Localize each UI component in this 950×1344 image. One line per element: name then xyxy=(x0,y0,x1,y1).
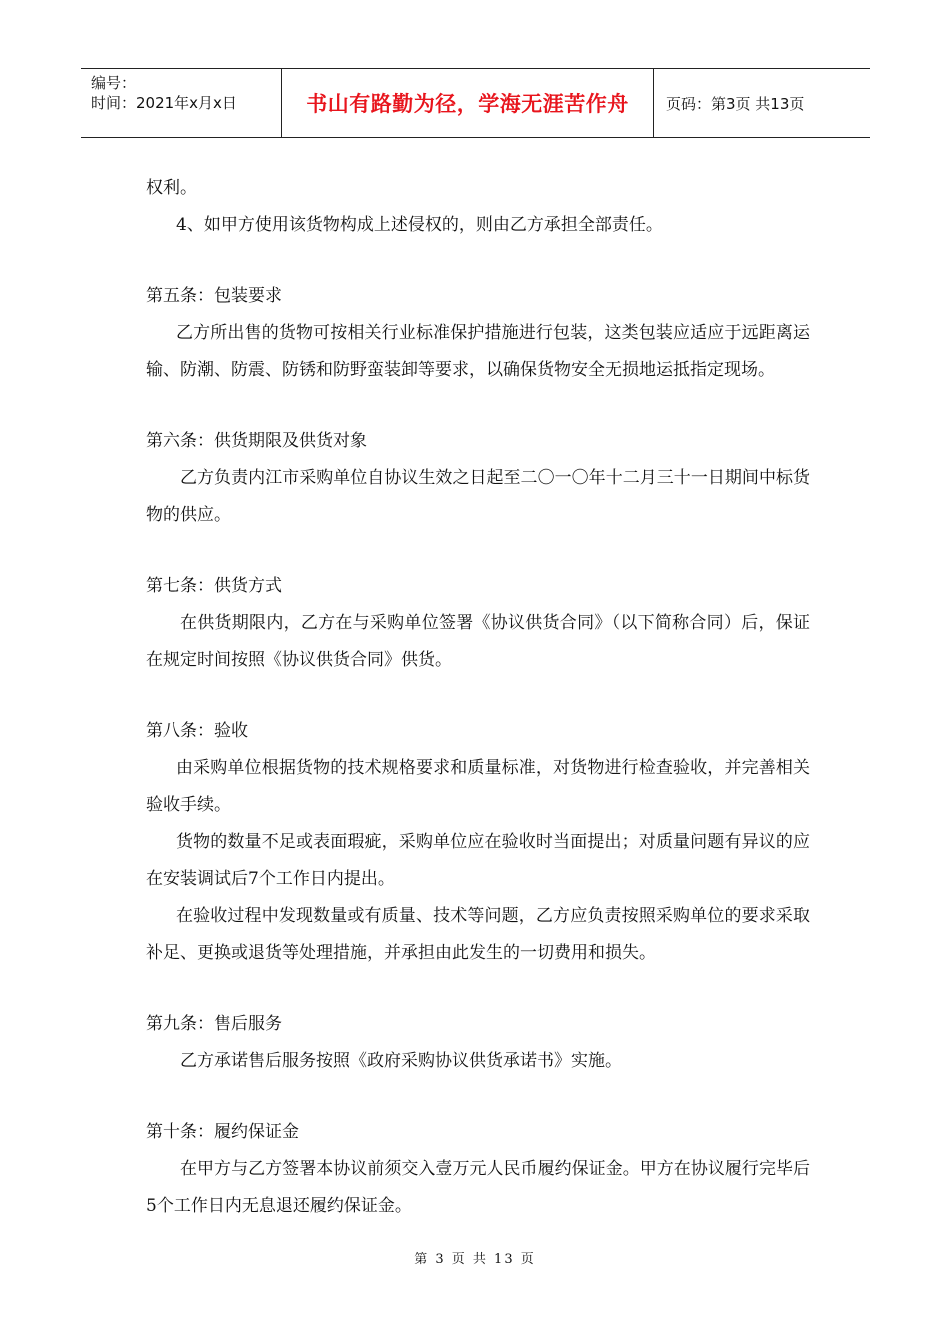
article-title: 第八条：验收 xyxy=(146,721,248,741)
paragraph: 乙方承诺售后服务按照《政府采购协议供货承诺书》实施。 xyxy=(180,1051,622,1071)
header-motto: 书山有路勤为径，学海无涯苦作舟 xyxy=(282,69,654,137)
paragraph: 乙方负责内江市采购单位自协议生效之日起至二〇一〇年十二月三十一日期间中标货物的供应。 xyxy=(146,468,810,525)
article-title: 第十条：履约保证金 xyxy=(146,1122,299,1142)
paragraph: 权利。 xyxy=(146,178,197,198)
paragraph: 在甲方与乙方签署本协议前须交入壹万元人民币履约保证金。甲方在协议履行完毕后5个工作日内无息退还履约保证金。 xyxy=(146,1159,810,1216)
number-label: 编号： xyxy=(91,74,137,92)
time-label: 时间：2021年x月x日 xyxy=(91,94,237,112)
page-footer: 第 3 页 共 13 页 xyxy=(414,1252,536,1267)
document-header xyxy=(81,68,870,138)
paragraph: 在供货期限内，乙方在与采购单位签署《协议供货合同》（以下简称合同）后，保证在规定时间按照《协议供货合同》供货。 xyxy=(146,613,810,670)
article-title: 第六条：供货期限及供货对象 xyxy=(146,431,367,451)
article-title: 第九条：售后服务 xyxy=(146,1014,282,1034)
header-meta-cell xyxy=(81,69,282,137)
paragraph: 由采购单位根据货物的技术规格要求和质量标准，对货物进行检查验收，并完善相关验收手续。 xyxy=(146,758,810,815)
paragraph: 货物的数量不足或表面瑕疵，采购单位应在验收时当面提出；对质量问题有异议的应在安装调试后7个工作日内提出。 xyxy=(146,832,810,889)
paragraph: 4、如甲方使用该货物构成上述侵权的，则由乙方承担全部责任。 xyxy=(176,215,663,235)
document-body xyxy=(146,170,810,1225)
article-title: 第五条：包装要求 xyxy=(146,286,282,306)
paragraph: 乙方所出售的货物可按相关行业标准保护措施进行包装，这类包装应适应于远距离运输、防潮、防震、防锈和防野蛮装卸等要求，以确保货物安全无损地运抵指定现场。 xyxy=(146,323,810,380)
paragraph: 在验收过程中发现数量或有质量、技术等问题，乙方应负责按照采购单位的要求采取补足、更换或退货等处理措施，并承担由此发生的一切费用和损失。 xyxy=(146,906,810,963)
header-page-code: 页码：第3页 共13页 xyxy=(666,94,805,113)
article-title: 第七条：供货方式 xyxy=(146,576,282,596)
